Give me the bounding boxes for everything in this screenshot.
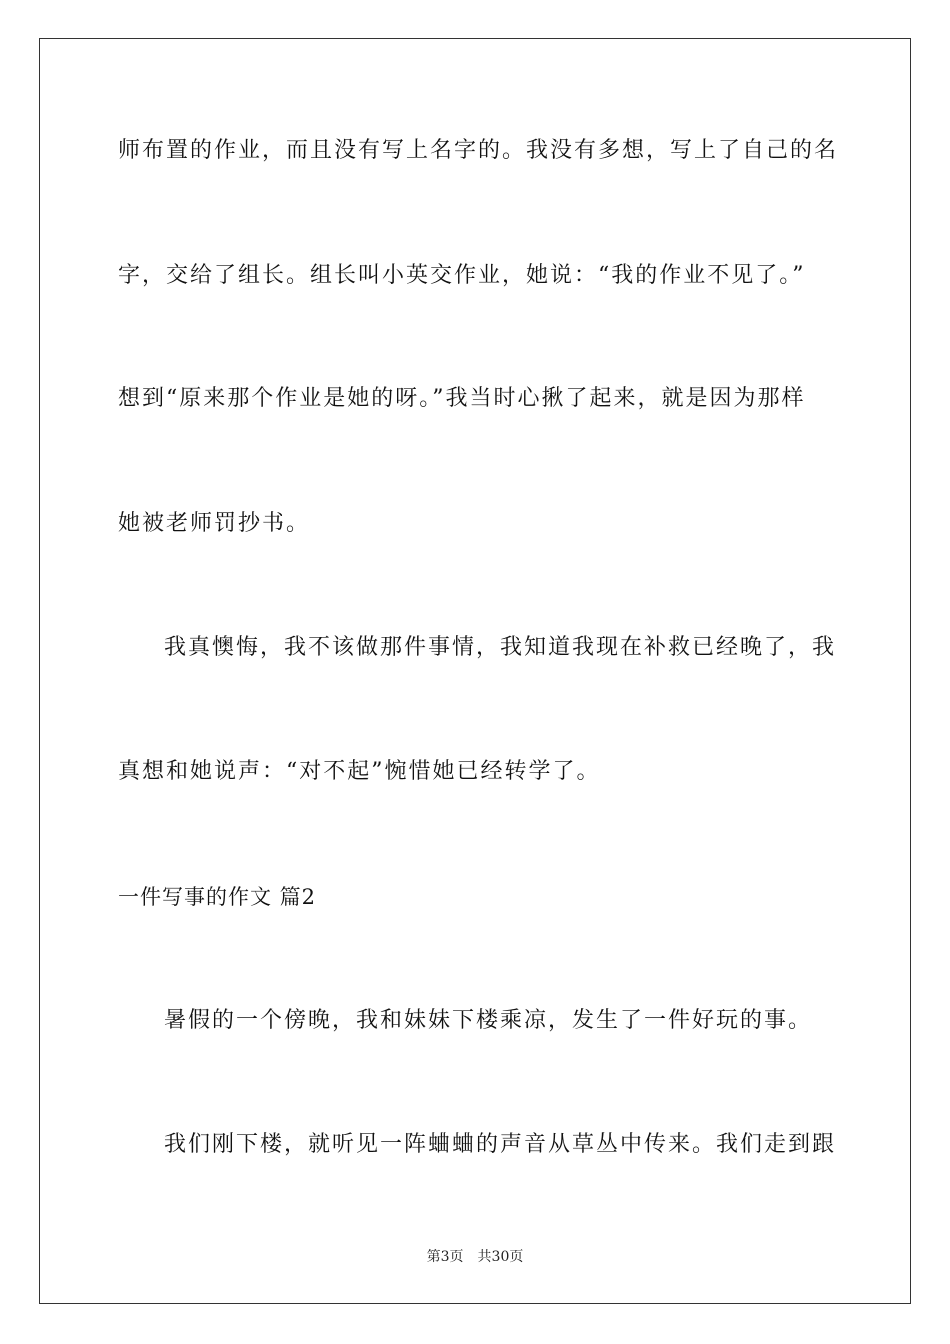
paragraph-line: 我们刚下楼，就听见一阵蛐蛐的声音从草丛中传来。我们走到跟 (164, 1132, 837, 1157)
page-border (39, 38, 911, 1304)
paragraph-line: 真想和她说声：“对不起”惋惜她已经转学了。 (118, 759, 601, 784)
paragraph-line: 字，交给了组长。组长叫小英交作业，她说：“我的作业不见了。” (118, 263, 806, 288)
section-heading: 一件写事的作文 篇2 (118, 885, 317, 909)
paragraph-line: 师布置的作业，而且没有写上名字的。我没有多想，写上了自己的名 (118, 138, 839, 163)
paragraph-line: 想到“原来那个作业是她的呀。”我当时心揪了起来，就是因为那样 (118, 386, 806, 411)
page-number-footer: 第3页 共30页 (426, 1249, 524, 1265)
paragraph-line: 她被老师罚抄书。 (118, 511, 311, 536)
paragraph-line: 我真懊悔，我不该做那件事情，我知道我现在补救已经晚了，我 (164, 635, 837, 660)
paragraph-line: 暑假的一个傍晚，我和妹妹下楼乘凉，发生了一件好玩的事。 (164, 1008, 813, 1033)
